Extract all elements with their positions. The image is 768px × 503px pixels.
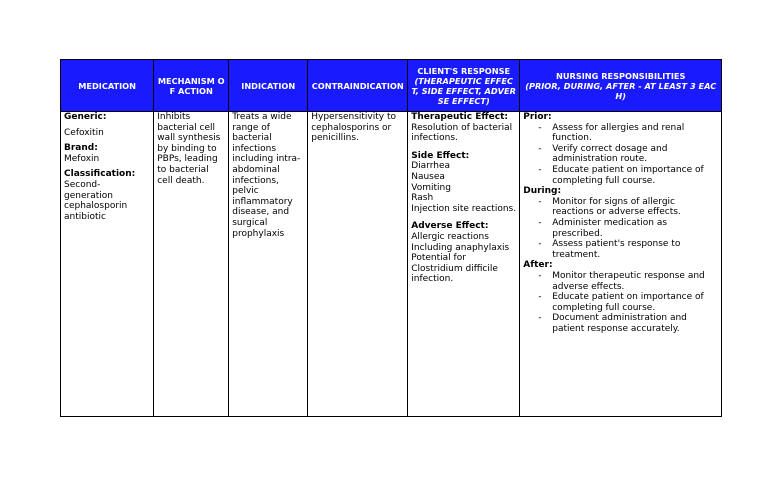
side-effect-item: Diarrhea [411, 161, 451, 172]
classification-value: Second-generation cephalosporin antibiotic [64, 179, 128, 222]
side-effect-label: Side Effect: [411, 150, 470, 161]
header-medication: MEDICATION [61, 60, 154, 112]
list-item: - Document administration and patient response accurately. [523, 313, 719, 334]
therapeutic-effect-label: Therapeutic Effect: [411, 112, 508, 122]
list-item: - Verify correct dosage and administration route. [523, 144, 719, 165]
side-effect-item: Nausea [411, 171, 445, 182]
classification-label: Classification: [64, 169, 136, 180]
header-contraindication: CONTRAINDICATION [308, 60, 408, 112]
cell-mechanism [154, 112, 229, 417]
brand-label: Brand: [64, 143, 98, 154]
list-item: - Assess patient's response to treatment. [523, 239, 719, 260]
during-list [523, 197, 719, 261]
adverse-effect-item: Potential for Clostridium difficile infection. [411, 253, 498, 285]
contraindication-text: Hypersensitivity to cephalosporins or penicillins. [311, 112, 397, 144]
after-list [523, 271, 719, 335]
during-label: During: [523, 186, 562, 197]
adverse-effect-item: Allergic reactions [411, 231, 489, 242]
list-item: - Monitor therapeutic response and adverse effects. [523, 271, 719, 292]
cell-medication [61, 112, 154, 417]
header-client-response-subtitle: (THERAPEUTIC EFFECT, SIDE EFFECT, ADVERSE EFFECT) [411, 75, 516, 106]
list-item: - Monitor for signs of allergic reactions or adverse effects. [523, 197, 719, 218]
indication-text: Treats a wide range of bacterial infections including intra-abdominal infections, pelvic inflammatory disease, and surgical prophylaxis [232, 112, 301, 239]
brand-name: Mefoxin [64, 153, 100, 164]
cell-indication [229, 112, 308, 417]
header-nursing [520, 60, 722, 112]
side-effect-item: Vomiting [411, 182, 451, 193]
side-effect-item: Injection site reactions. [411, 203, 517, 214]
header-mechanism: MECHANISM OF ACTION [154, 60, 229, 112]
header-nursing-title: NURSING RESPONSIBILITIES [556, 70, 686, 81]
header-row [61, 60, 722, 112]
cell-contraindication [308, 112, 408, 417]
cell-nursing [520, 112, 722, 417]
side-effect-item: Rash [411, 193, 434, 204]
prior-list [523, 123, 719, 187]
prior-label: Prior: [523, 112, 552, 122]
mechanism-text: Inhibits bacterial cell wall synthesis by binding to PBPs, leading to bacterial cell death. [157, 112, 221, 186]
list-item: - Educate patient on importance of completing full course. [523, 292, 719, 313]
therapeutic-effect-text: Resolution of bacterial infections. [411, 122, 513, 144]
header-client-response [408, 60, 520, 112]
header-indication: INDICATION [229, 60, 308, 112]
list-item: - Administer medication as prescribed. [523, 218, 719, 239]
content-row [61, 112, 722, 417]
drug-study-table [60, 59, 722, 417]
generic-label: Generic: [64, 112, 107, 122]
header-client-response-title: CLIENT'S RESPONSE [417, 65, 511, 76]
list-item: - Educate patient on importance of completing full course. [523, 165, 719, 186]
adverse-effect-label: Adverse Effect: [411, 221, 489, 232]
cell-client-response [408, 112, 520, 417]
header-nursing-subtitle: (PRIOR, DURING, AFTER - AT LEAST 3 EACH) [525, 80, 717, 101]
after-label: After: [523, 260, 553, 271]
list-item: - Assess for allergies and renal function. [523, 123, 719, 144]
adverse-effect-item: Including anaphylaxis [411, 242, 510, 253]
generic-name: Cefoxitin [64, 127, 104, 138]
